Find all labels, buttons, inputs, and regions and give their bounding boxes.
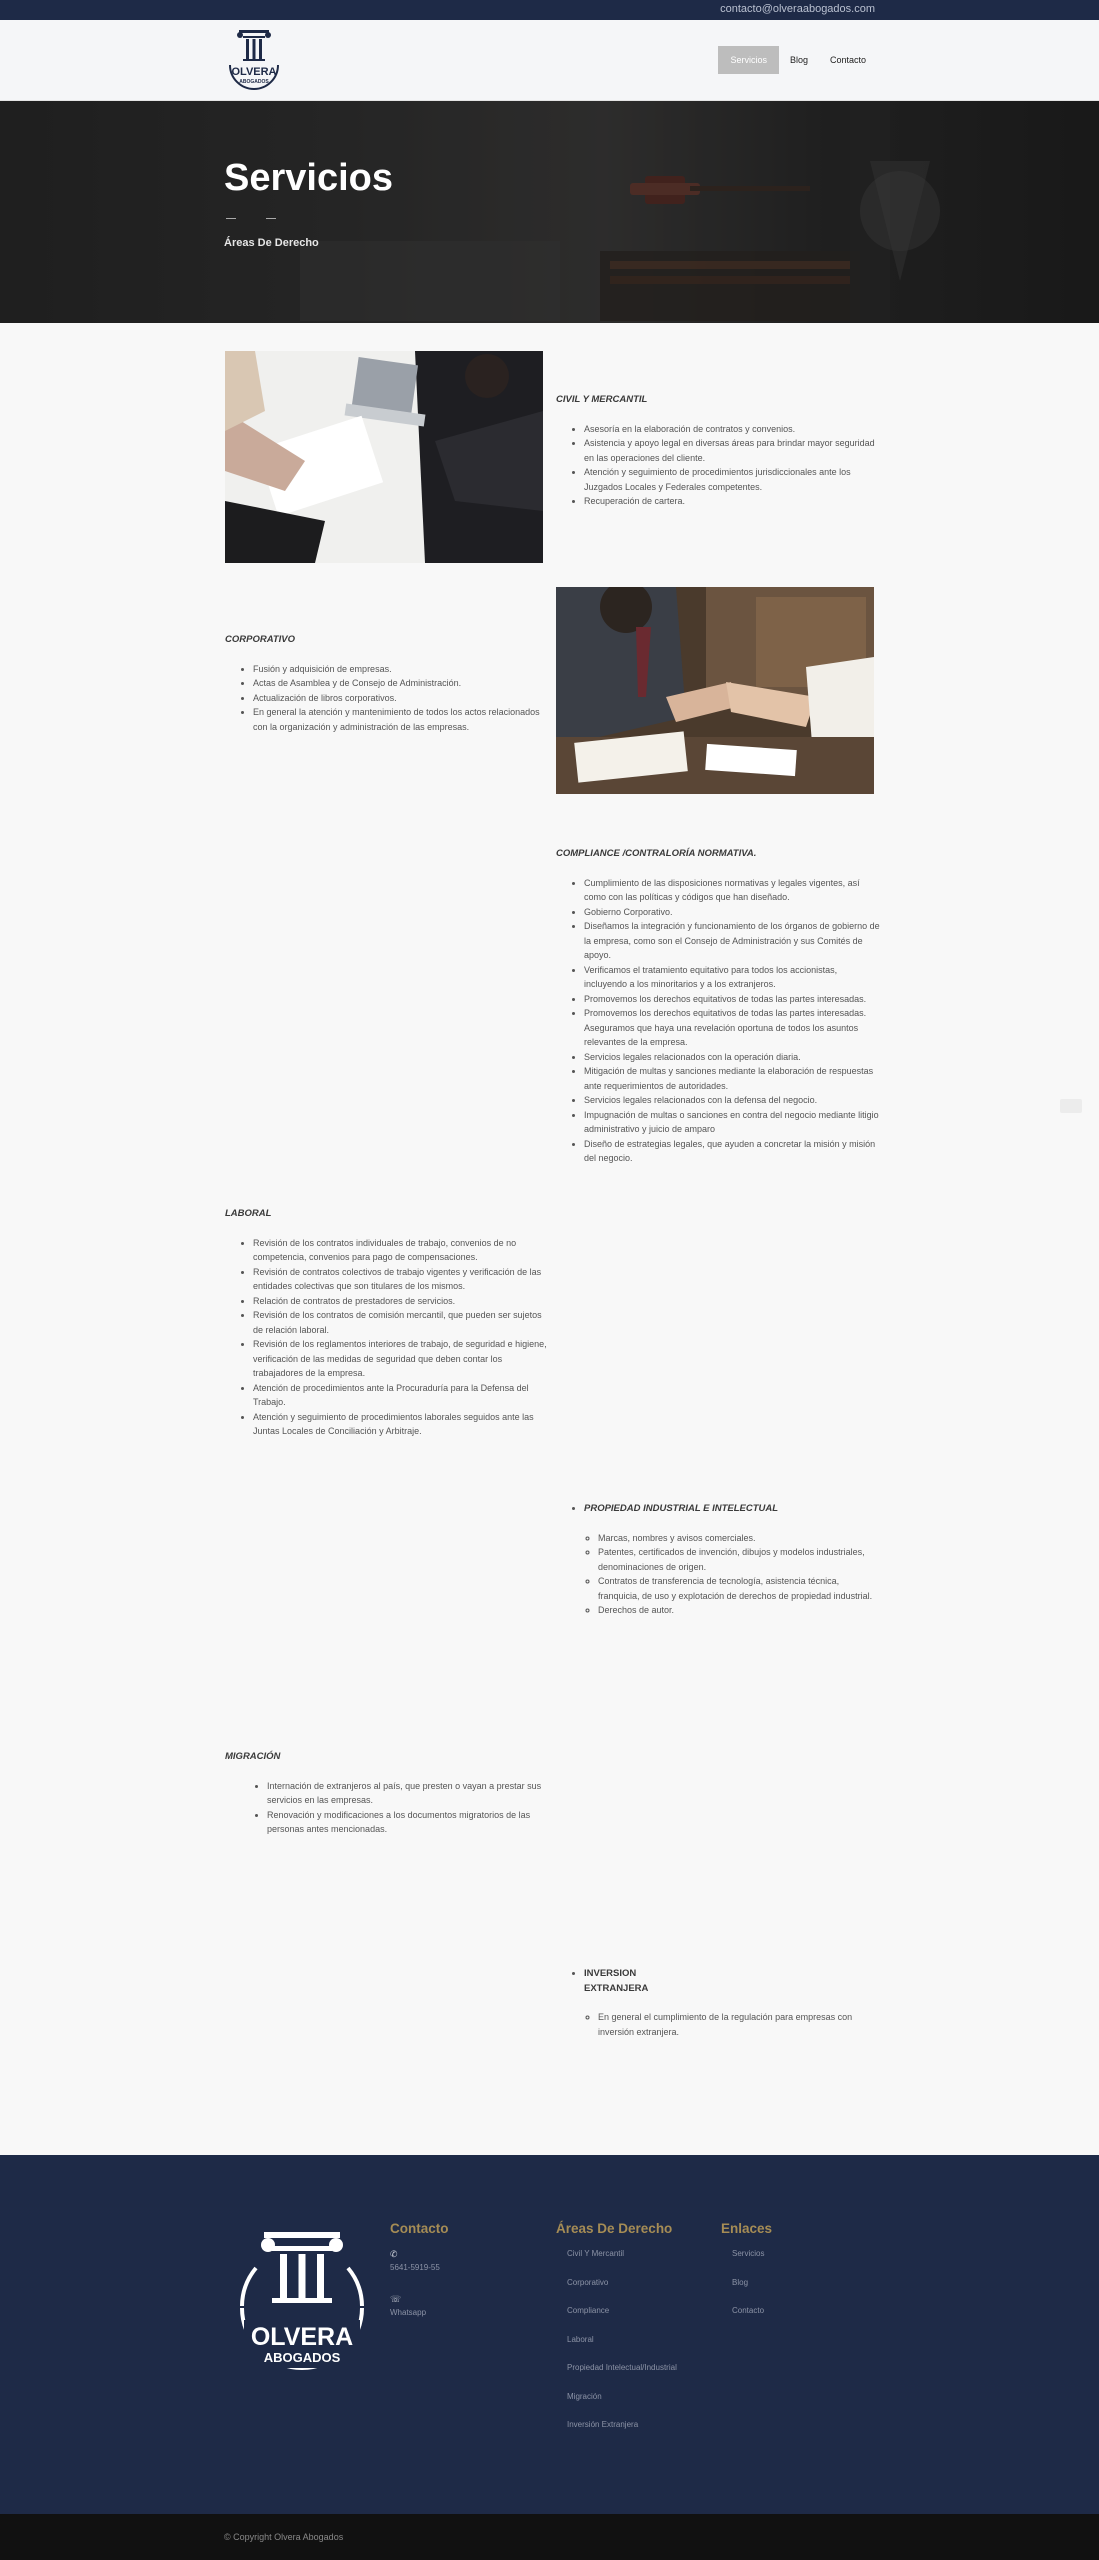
section-laboral [225,1207,550,1439]
whatsapp-icon: ☏ [390,2294,402,2304]
section-title: CORPORATIVO [225,634,296,645]
phone-number[interactable]: 5641-5919-55 [390,2263,440,2272]
list-item: ◦ En general el cumplimiento de la regulación para empresas con inversión extranjera. [598,2010,881,2039]
copyright-text: © Copyright Olvera Abogados [224,2532,344,2542]
list-item: • Atención y seguimiento de procedimientos laborales seguidos ante las Juntas Locales de Conciliación y Arbitraje. [253,1410,550,1439]
footer-link-propiedad[interactable]: Propiedad Intelectual/Industrial [567,2363,677,2372]
footer-link-corporativo[interactable]: Corporativo [567,2277,609,2287]
list-item: • Servicios legales relacionados con la defensa del negocio. [584,1093,881,1108]
section-title: CIVIL Y MERCANTIL [556,394,648,405]
section-inversion-extranjera [556,1966,881,2039]
section-corporativo [225,633,545,734]
site-logo[interactable] [223,25,285,97]
footer-link-servicios[interactable]: Servicios [732,2249,765,2258]
svg-text:ABOGADOS: ABOGADOS [263,2350,341,2365]
footer-link-contacto[interactable]: Contacto [732,2306,765,2315]
service-list [225,1779,545,1837]
section-propiedad-industrial [556,1501,881,1618]
footer-link-compliance[interactable]: Compliance [567,2306,610,2315]
list-item [584,1966,881,2039]
footer-areas-column [556,2221,677,2449]
list-item: • Verificamos el tratamiento equitativo para todos los accionistas, incluyendo a los minoritarios y a los extranjeros. [584,963,881,992]
list-item: • Recuperación de cartera. [584,494,876,509]
hero-banner [0,101,1099,323]
service-list [556,1501,881,1618]
footer-heading: Áreas De Derecho [556,2221,673,2236]
svg-text:OLVERA: OLVERA [250,2323,354,2351]
list-item [584,1501,881,1618]
divider [226,218,236,219]
list-item: ◦ Contratos de transferencia de tecnología, asistencia técnica, franquicia, de uso y explotación de derechos de propiedad industrial. [598,1574,881,1603]
nav-servicios[interactable]: Servicios [718,46,779,74]
list-item: • Asesoría en la elaboración de contratos y convenios. [584,422,876,437]
list-item: • Impugnación de multas o sanciones en contra del negocio mediante litigio administrativo y juicio de amparo [584,1108,881,1137]
footer-heading: Enlaces [721,2221,773,2236]
top-bar [0,0,1099,20]
main-nav [718,46,877,74]
divider [266,218,276,219]
section-title: • PROPIEDAD INDUSTRIAL E INTELECTUAL [584,1503,779,1514]
page-subtitle: Áreas De Derecho [224,237,319,249]
footer-link-inversion[interactable]: Inversión Extranjera [567,2420,639,2429]
list-item: ◦ Derechos de autor. [598,1603,881,1618]
section-title: COMPLIANCE /CONTRALORÍA NORMATIVA. [556,848,757,859]
list-item: • Internación de extranjeros al país, que presten o vayan a prestar sus servicios en las empresas. [267,1779,545,1808]
site-header [0,20,1099,101]
list-item: • Servicios legales relacionados con la operación diaria. [584,1050,881,1065]
service-list [556,422,876,509]
svg-text:ABOGADOS: ABOGADOS [239,79,269,85]
photo-handshake [556,587,874,794]
section-title: • INVERSION EXTRANJERA [584,1968,649,1994]
list-item: • Asistencia y apoyo legal en diversas áreas para brindar mayor seguridad en las operaciones del cliente. [584,436,876,465]
phone-icon: ✆ [390,2249,398,2259]
list-item: ◦ Marcas, nombres y avisos comerciales. [598,1531,881,1546]
footer-link-migracion[interactable]: Migración [567,2391,602,2401]
svg-text:OLVERA: OLVERA [231,66,277,78]
list-item: • Promovemos los derechos equitativos de todas las partes interesadas. [584,992,881,1007]
service-list [556,1966,881,2039]
list-item: • Revisión de los reglamentos interiores de trabajo, de seguridad e higiene, verificación de las medidas de seguridad que deben contar los trabajadores de la empresa. [253,1337,550,1381]
list-item: • Revisión de los contratos individuales de trabajo, convenios de no competencia, convenios para pago de compensaciones. [253,1236,550,1265]
list-item: • Mitigación de multas y sanciones mediante la elaboración de respuestas ante requerimientos de autoridades. [584,1064,881,1093]
list-item: • Actualización de libros corporativos. [253,691,545,706]
list-item: • Diseñamos la integración y funcionamiento de los órganos de gobierno de la empresa, como son el Consejo de Administración y sus Comités de apoyo. [584,919,881,963]
footer-link-laboral[interactable]: Laboral [567,2334,594,2344]
footer-links-column [721,2221,772,2335]
whatsapp-link[interactable]: Whatsapp [390,2308,427,2317]
service-list [556,876,881,1166]
list-item: • Atención de procedimientos ante la Procuraduría para la Defensa del Trabajo. [253,1381,550,1410]
list-item: • Renovación y modificaciones a los documentos migratorios de las personas antes mencionadas. [267,1808,545,1837]
list-item: • Diseño de estrategias legales, que ayuden a concretar la misión y misión del negocio. [584,1137,881,1166]
section-civil-mercantil [556,393,876,509]
contact-email-link[interactable]: contacto@olveraabogados.com [720,3,875,15]
footer-link-blog[interactable]: Blog [732,2277,749,2287]
nav-blog[interactable]: Blog [789,55,808,65]
list-item: • Atención y seguimiento de procedimientos jurisdiccionales ante los Juzgados Locales y Federales competentes. [584,465,876,494]
list-item: ◦ Patentes, certificados de invención, dibujos y modelos industriales, denominaciones de origen. [598,1545,881,1574]
service-list [225,662,545,735]
service-sublist [584,2010,881,2039]
service-sublist [584,1531,881,1618]
section-migracion [225,1750,545,1837]
list-item: • En general la atención y mantenimiento de todos los actos relacionados con la organización y administración de las empresas. [253,705,545,734]
side-scroll-tab[interactable] [1060,1099,1082,1113]
list-item: • Relación de contratos de prestadores de servicios. [253,1294,550,1309]
list-item: • Promovemos los derechos equitativos de todas las partes interesadas. Aseguramos que haya una revelación oportuna de todos los asuntos relevantes de la empresa. [584,1006,881,1050]
footer-contact-column [390,2221,449,2317]
service-list [225,1236,550,1439]
section-title: MIGRACIÓN [225,1751,281,1762]
list-item: • Cumplimiento de las disposiciones normativas y legales vigentes, así como con las políticas y códigos que han diseñado. [584,876,881,905]
footer-heading: Contacto [390,2221,449,2236]
section-title: LABORAL [225,1208,272,1219]
list-item: • Revisión de contratos colectivos de trabajo vigentes y verificación de las entidades colectivas que son titulares de los mismos. [253,1265,550,1294]
list-item: • Actas de Asamblea y de Consejo de Administración. [253,676,545,691]
list-item: • Gobierno Corporativo. [584,905,881,920]
list-item: • Revisión de los contratos de comisión mercantil, que pueden ser sujetos de relación laboral. [253,1308,550,1337]
footer-logo[interactable] [234,2228,370,2388]
list-item: • Fusión y adquisición de empresas. [253,662,545,677]
section-compliance [556,847,881,1166]
nav-contacto[interactable]: Contacto [829,55,866,65]
footer-link-civil[interactable]: Civil Y Mercantil [567,2249,625,2258]
copyright-bar [0,2514,1099,2560]
page-title: Servicios [224,157,393,199]
photo-contract-meeting [225,351,543,563]
site-footer [0,2155,1099,2514]
